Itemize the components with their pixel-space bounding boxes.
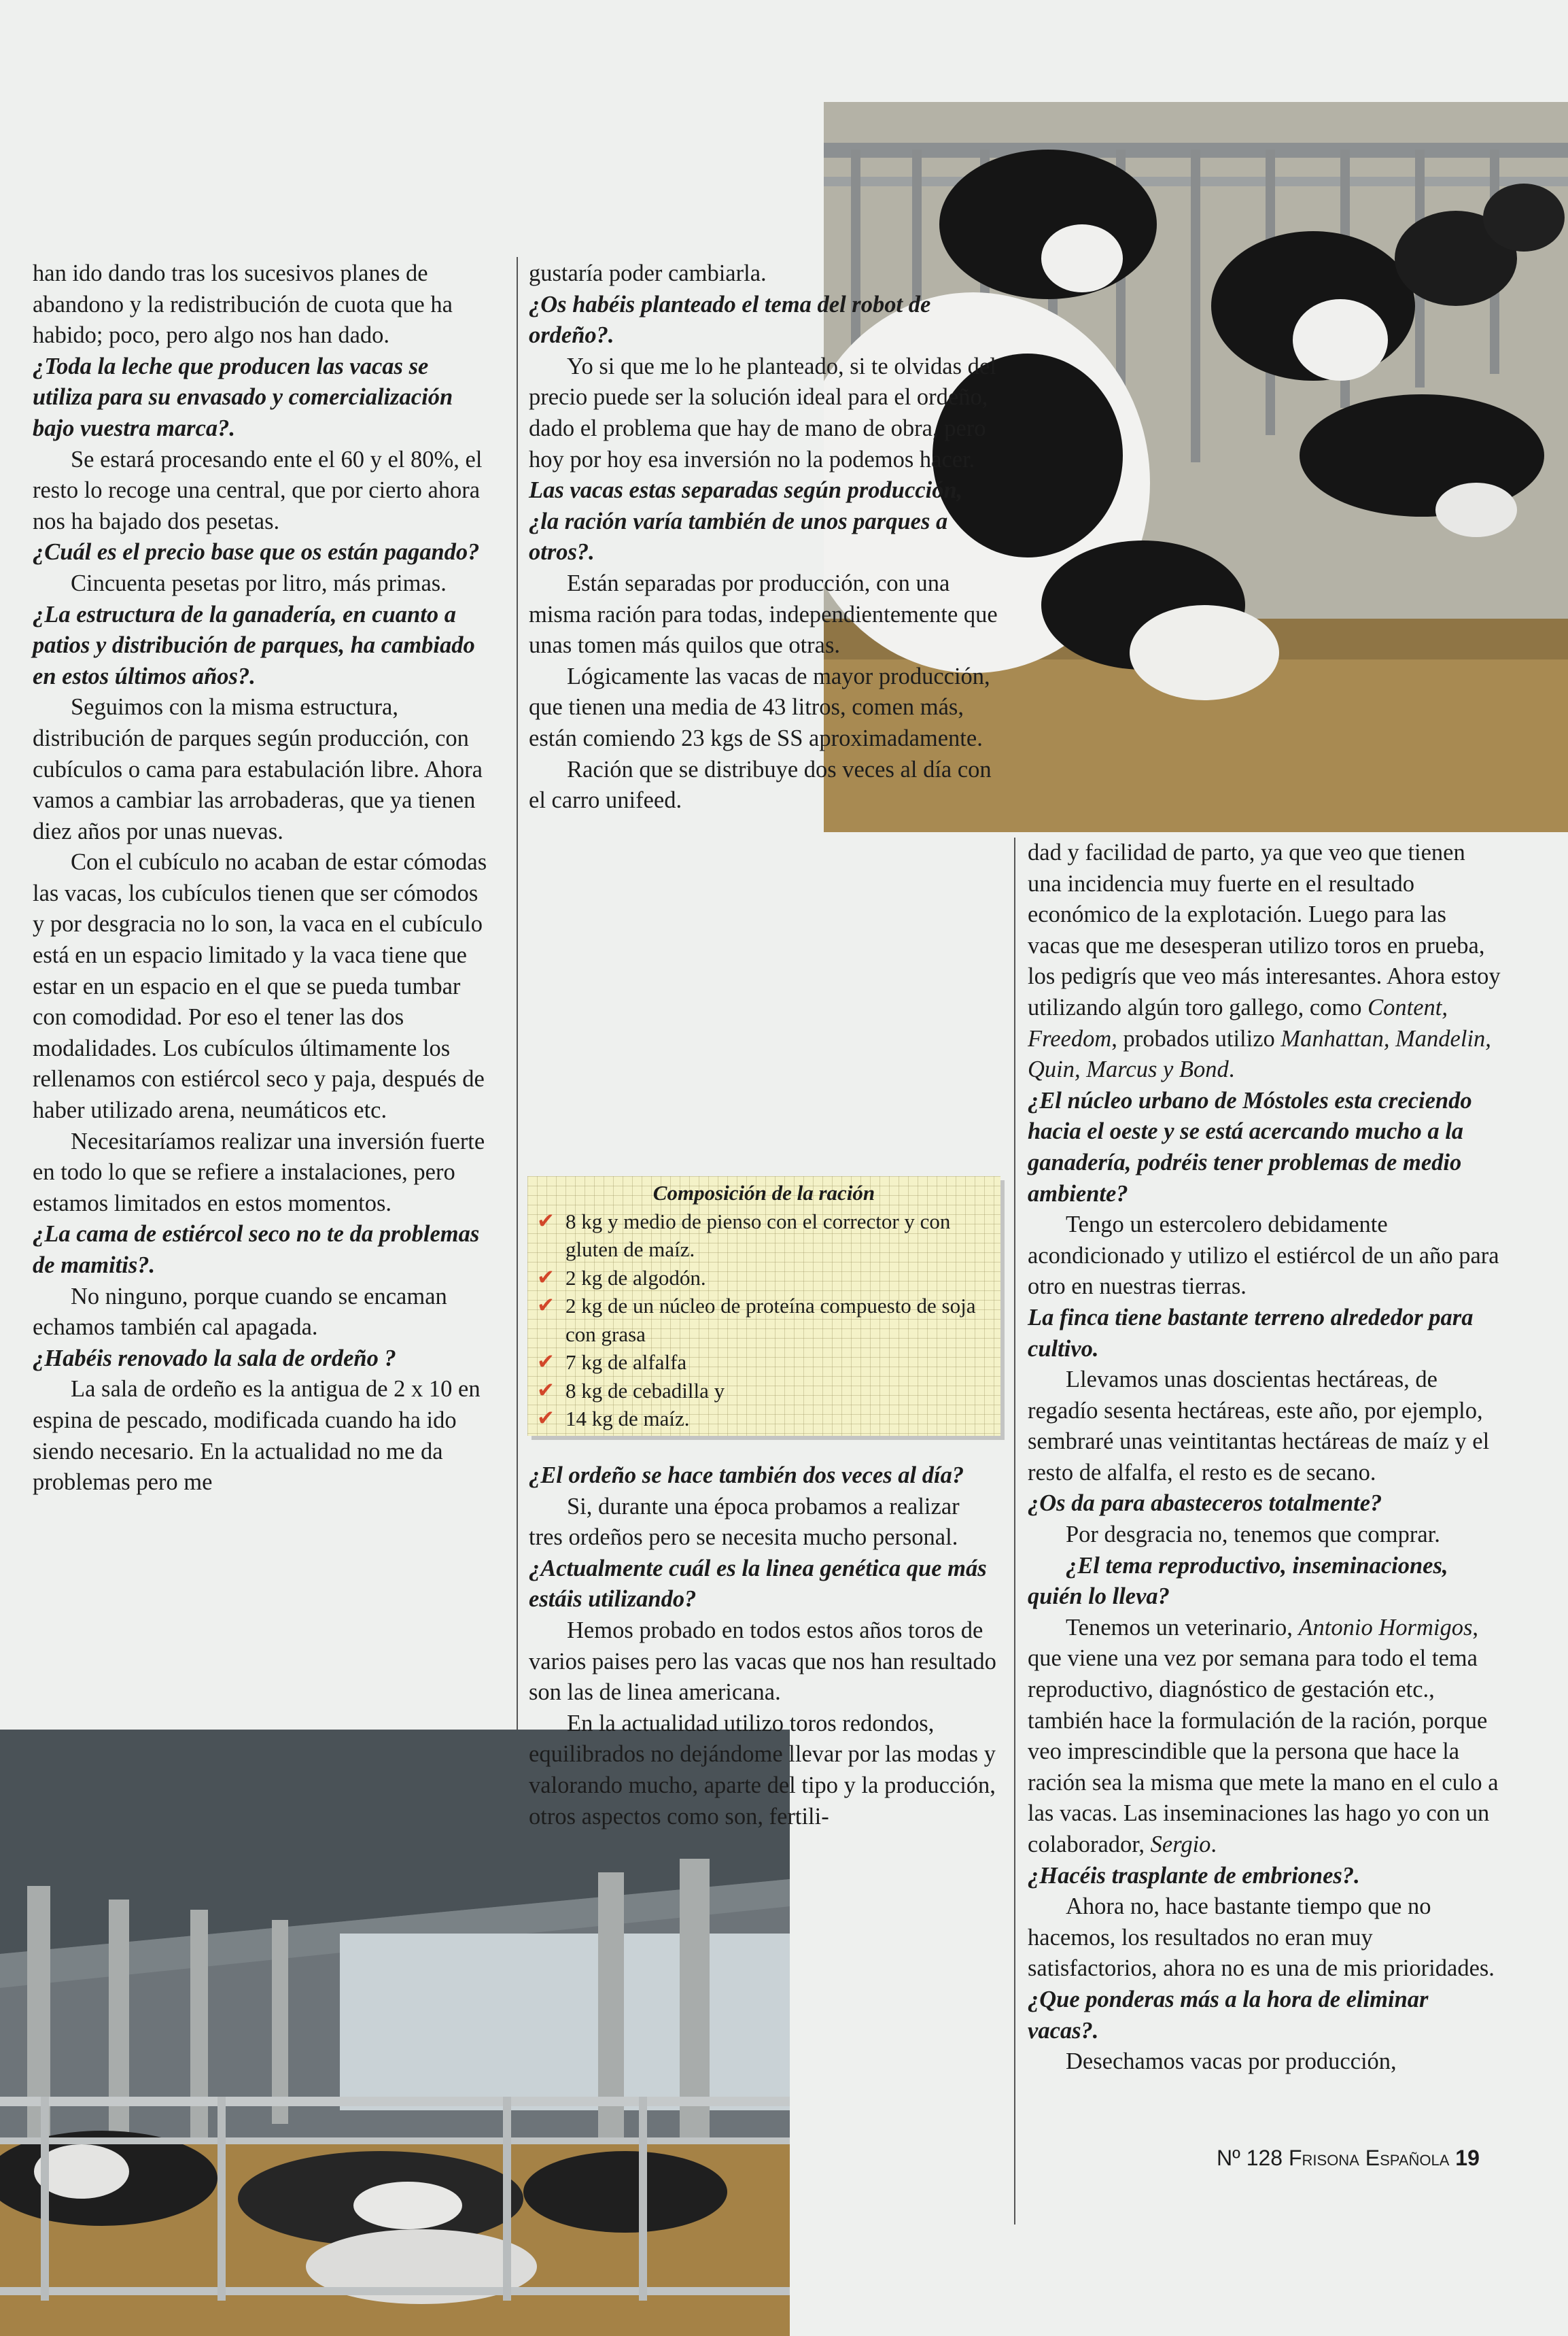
answer-paragraph: Por desgracia no, tenemos que comprar. <box>1066 1522 1440 1548</box>
text-column-1 <box>33 258 492 1498</box>
question-paragraph: ¿El núcleo urbano de Móstoles esta creciendo hacia el oeste y se está acercando mucho a la ganadería, podréis tener problemas de medio ambiente? <box>1028 1087 1472 1207</box>
answer-paragraph: gustaría poder cambiarla. <box>529 260 767 286</box>
ration-item-text: 7 kg de alfalfa <box>565 1350 687 1374</box>
question-paragraph: ¿Toda la leche que producen las vacas se utiliza para su envasado y comercialización bajo vuestra marca?. <box>33 353 453 441</box>
checkmark-icon: ✔ <box>537 1406 555 1430</box>
answer-paragraph: Tenemos un veterinario, Antonio Hormigos, que viene una vez por semana para todo el tema reproductivo, diagnóstico de gestación etc., también hace la formulación de la ración, porque veo imprescindible que la persona que hace la ración sea la misma que mete la mano en el culo a las vacas. Las inseminaciones las hago yo con un colaborador, Sergio. <box>1028 1614 1499 1857</box>
checkmark-icon: ✔ <box>537 1377 555 1403</box>
page-number: 19 <box>1455 2146 1480 2170</box>
checkmark-icon: ✔ <box>537 1208 555 1233</box>
question-paragraph: ¿Hacéis trasplante de embriones?. <box>1028 1862 1360 1889</box>
answer-paragraph: Cincuenta pesetas por litro, más primas. <box>71 570 447 596</box>
column-rule-right <box>1014 838 1015 2225</box>
ration-composition-box <box>527 1176 1000 1436</box>
question-paragraph: ¿Cuál es el precio base que os están pagando? <box>33 539 480 566</box>
text-column-2-lower <box>529 1460 998 1832</box>
ration-item-text: 2 kg de algodón. <box>565 1265 706 1290</box>
answer-paragraph: Si, durante una época probamos a realizar tres ordeños pero se necesita mucho personal. <box>529 1493 960 1551</box>
answer-paragraph: Ahora no, hace bastante tiempo que no hacemos, los resultados no eran muy satisfactorios, ahora no es una de mis prioridades. <box>1028 1893 1495 1982</box>
ration-title: Composición de la ración <box>652 1181 875 1205</box>
question-paragraph: La finca tiene bastante terreno alrededor para cultivo. <box>1028 1304 1474 1362</box>
checkmark-icon: ✔ <box>537 1265 555 1290</box>
question-paragraph: ¿Os da para abasteceros totalmente? <box>1028 1490 1382 1517</box>
ration-item-text: 8 kg y medio de pienso con el corrector y con gluten de maíz. <box>565 1209 951 1261</box>
answer-paragraph: Ración que se distribuye dos veces al día con el carro unifeed. <box>529 756 992 814</box>
ration-item <box>536 1292 994 1348</box>
answer-paragraph: Seguimos con la misma estructura, distribución de parques según producción, con cubículos o cama para estabulación libre. Ahora vamos a cambiar las arrobaderas, que ya tienen diez años por unas nuevas. <box>33 694 483 844</box>
magazine-name: Frisona Española <box>1288 2146 1450 2170</box>
ration-item-text: 14 kg de maíz. <box>565 1407 690 1430</box>
question-paragraph: ¿Que ponderas más a la hora de eliminar vacas?. <box>1028 1986 1429 2044</box>
answer-paragraph: Llevamos unas doscientas hectáreas, de regadío sesenta hectáreas, este año, por ejemplo, sembraré unas veintitantas hectáreas de maíz y el resto de alfalfa, el resto es de secano. <box>1028 1367 1490 1485</box>
answer-paragraph: Están separadas por producción, con una misma ración para todas, independientemente que unas tomen más quilos que otras. <box>529 570 998 659</box>
page-footer <box>1217 2146 1480 2171</box>
answer-paragraph: Tengo un estercolero debidamente acondicionado y utilizo el estiércol de un año para otro en nuestras tierras. <box>1028 1212 1499 1300</box>
answer-paragraph: Con el cubículo no acaban de estar cómodas las vacas, los cubículos tienen que ser cómodos y por desgracia no lo son, la vaca en el cubículo está en un espacio limitado y la vaca tiene que estar en un espacio en el que se pueda tumbar con comodidad. Por eso el tener las dos modalidades. Los cubículos últimamente los rellenamos con estiércol seco y paja, después de haber utilizado arena, neumáticos etc. <box>33 849 487 1124</box>
ration-item <box>536 1377 994 1405</box>
answer-paragraph: Necesitaríamos realizar una inversión fuerte en todo lo que se refiere a instalaciones, pero estamos limitados en estos momentos. <box>33 1128 485 1216</box>
question-paragraph: ¿Actualmente cuál es la linea genética que más estáis utilizando? <box>529 1555 987 1613</box>
question-paragraph: ¿La estructura de la ganadería, en cuanto a patios y distribución de parques, ha cambiado en estos últimos años?. <box>33 601 475 689</box>
question-paragraph: ¿El tema reproductivo, inseminaciones, quién lo lleva? <box>1028 1552 1448 1610</box>
checkmark-icon: ✔ <box>537 1293 555 1318</box>
question-paragraph: ¿Os habéis planteado el tema del robot de ordeño?. <box>529 291 931 349</box>
answer-paragraph: La sala de ordeño es la antigua de 2 x 10 en espina de pescado, modificada cuando ha ido siendo necesario. En la actualidad no me da problemas pero me <box>33 1376 481 1496</box>
answer-paragraph: Se estará procesando ente el 60 y el 80%, el resto lo recoge una central, que por cierto ahora nos ha bajado dos pesetas. <box>33 446 483 534</box>
answer-paragraph: Lógicamente las vacas de mayor producción, que tienen una media de 43 litros, comen más, están comiendo 23 kgs de SS aproximadamente. <box>529 663 990 751</box>
ration-item-text: 8 kg de cebadilla y <box>565 1378 725 1403</box>
ration-item <box>536 1405 994 1433</box>
checkmark-icon: ✔ <box>537 1350 555 1374</box>
answer-paragraph: En la actualidad utilizo toros redondos, equilibrados no dejándome llevar por las modas y valorando mucho, aparte del tipo y la producción, otros aspectos como son, fertili- <box>529 1710 996 1830</box>
answer-paragraph: Hemos probado en todos estos años toros de varios paises pero las vacas que nos han resultado son las de linea americana. <box>529 1617 996 1706</box>
answer-paragraph: Yo si que me lo he planteado, si te olvidas del precio puede ser la solución ideal para el ordeño, dado el problema que hay de mano de obra, pero hoy por hoy esa inversión no la podemos hacer. <box>529 353 996 473</box>
answer-paragraph: han ido dando tras los sucesivos planes de abandono y la redistribución de cuota que ha habido; poco, pero algo nos han dado. <box>33 260 453 349</box>
answer-paragraph: No ninguno, porque cuando se encaman echamos también cal apagada. <box>33 1283 447 1341</box>
ration-item <box>536 1348 994 1377</box>
question-paragraph: ¿Habéis renovado la sala de ordeño ? <box>33 1345 396 1371</box>
answer-paragraph: Desechamos vacas por producción, <box>1066 2048 1397 2075</box>
ration-item <box>536 1207 994 1264</box>
question-paragraph: Las vacas estas separadas según producción, ¿la ración varía también de unos parques a otros?. <box>529 477 963 566</box>
column-rule-left <box>517 257 518 1730</box>
text-column-3 <box>1028 838 1503 2078</box>
question-paragraph: ¿El ordeño se hace también dos veces al día? <box>529 1462 964 1488</box>
answer-paragraph: dad y facilidad de parto, ya que veo que tienen una incidencia muy fuerte en el resultado económico de la explotación. Luego para las vacas que me desesperan utilizo toros en prueba, los pedigrís que veo más interesantes. Ahora estoy utilizando algún toro gallego, como Content, Freedom, probados utilizo Manhattan, Mandelin, Quin, Marcus y Bond. <box>1028 840 1501 1083</box>
ration-list <box>527 1207 1000 1433</box>
ration-item <box>536 1264 994 1292</box>
issue-number: Nº 128 <box>1217 2146 1283 2170</box>
text-column-2 <box>529 258 998 817</box>
ration-item-text: 2 kg de un núcleo de proteína compuesto de soja con grasa <box>565 1294 976 1346</box>
question-paragraph: ¿La cama de estiércol seco no te da problemas de mamitis?. <box>33 1221 480 1278</box>
